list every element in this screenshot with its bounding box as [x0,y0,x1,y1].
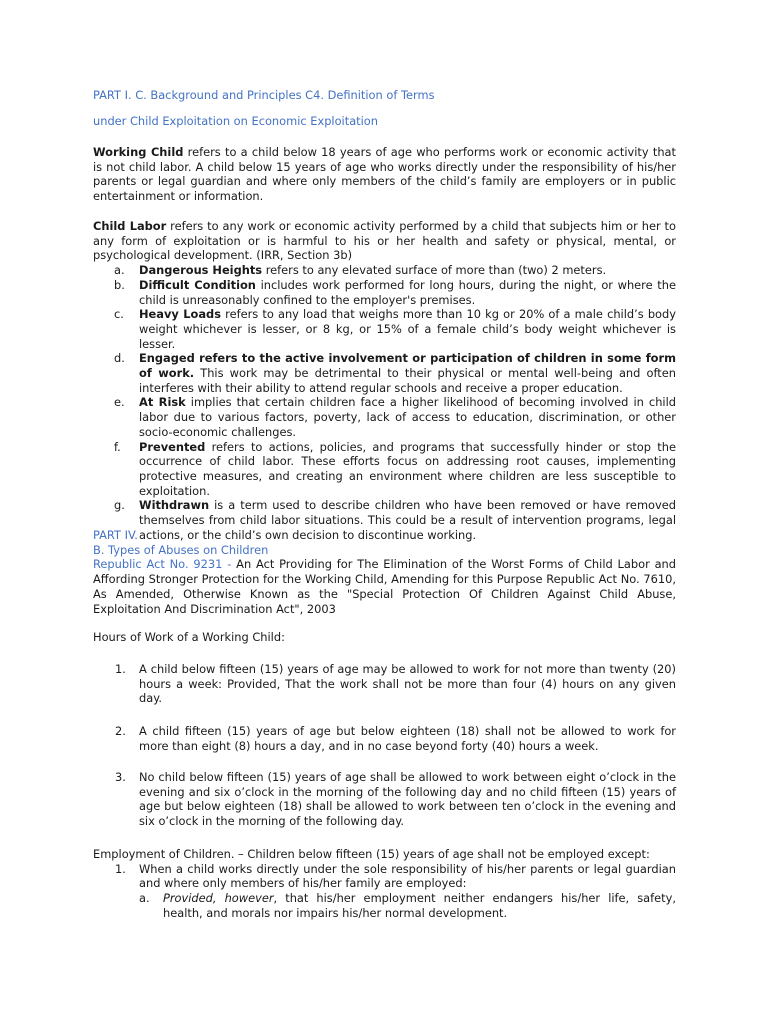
abuse-types-heading: B. Types of Abuses on Children [93,542,269,557]
list-marker: a. [114,263,125,278]
italic-phrase: Provided, however [163,891,274,906]
definition-text: refers to a child below 18 years of age who performs work or economic activity that is not child labor. A child below 15 years of age who works directly under the responsibility of his/her parents or legal guardian and where only members of the child’s family are employers or in public entertainment or information. [93,145,676,204]
list-marker: d. [114,351,125,366]
list-item [139,891,676,920]
item-text: implies that certain children face a higher likelihood of becoming involved in child labor due to various factors, poverty, lack of access to education, discrimination, or other socio-economic challenges. [139,395,676,439]
term: Prevented [139,439,206,454]
child-labor-section [93,219,676,542]
list-item [93,278,676,307]
act-description: , Amending for this Purpose Republic Act No. 7610, As Amended, Otherwise Known as the "Special Protection Of Children Against Child Abuse, Exploitation And Discrimination Act", 2003 [93,572,676,616]
section-heading: PART I. C. Background and Principles C4. Definition of Terms [93,88,435,102]
list-marker: b. [114,277,125,292]
hours-item-3 [93,770,676,829]
list-item [93,307,676,351]
list-item [93,351,676,395]
item-text: is a term used to describe children who have been removed or have removed themselves from child labor situations. This could be a result of intervention programs, legal actions, or the child’s own decision to discontinue working. [139,498,676,542]
item-text: When a child works directly under the sole responsibility of his/her parents or legal guardian and where only members of his/her family are employed: [139,861,676,891]
employment-heading [93,847,676,862]
list-item [93,395,676,439]
part-four-section [93,528,676,616]
term: Difficult Condition [139,277,256,292]
hours-item-1 [93,662,676,706]
term: Engaged refers to the active involvement or participation of children in some form of work. [139,351,676,381]
item-text: , that his/her employment neither endangers his/her life, safety, health, and morals nor impairs his/her normal development. [163,891,676,920]
term: Child Labor [93,219,167,233]
list-marker: e. [114,395,125,410]
employment-title-rest: . – Children below fifteen (15) years of age shall not be employed except: [230,847,650,861]
item-text: No child below fifteen (15) years of age shall be allowed to work between eight o’clock in the evening and six o’clock in the morning of the following day and no child fifteen (15) years of age but below eighteen (18) shall be allowed to work between ten o’clock in the evening and six o’clock in the morning of the following day. [139,770,676,829]
child-labor-terms-list [93,263,676,542]
item-text: refers to any elevated surface of more than (two) 2 meters. [262,263,607,278]
list-marker: 1. [115,861,126,876]
list-item [93,724,676,753]
term: Working Child [93,145,184,159]
republic-act-citation [93,557,676,616]
item-text: includes work performed for long hours, during the night, or where the child is unreasonably confined to the employer's premises. [139,277,676,307]
section-subheading: under Child Exploitation on Economic Exploitation [93,114,378,128]
item-text: A child below fifteen (15) years of age may be allowed to work for not more than twenty (20) hours a week: Provided, That the work shall not be more than four (4) hours on any given day. [139,662,676,706]
item-text: This work may be detrimental to their physical or mental well-being and often interferes with their ability to attend regular schools and receive a proper education. [139,366,676,395]
list-marker: f. [114,439,121,454]
list-marker: 2. [115,724,126,738]
employment-section [93,847,676,921]
term: Heavy Loads [139,307,221,322]
hours-item-2 [93,724,676,753]
list-marker: a. [139,891,150,906]
list-marker: 1. [115,662,126,676]
list-item [93,440,676,499]
list-marker: 3. [115,770,126,784]
item-text: refers to actions, policies, and programs that successfully hinder or stop the occurrence of child labor. These efforts focus on addressing root causes, implementing protective measures, and creating an environment where children are less susceptible to exploitation. [139,439,676,498]
part-four-heading: PART IV. [93,528,138,542]
list-item [93,263,676,278]
employment-list [93,862,676,921]
list-marker: c. [114,307,124,322]
definition-text: refers to any work or economic activity performed by a child that subjects him or her to any form of exploitation or is harmful to his or her health and safety or physical, mental, or psychological development. (IRR, Section 3b) [93,219,676,263]
list-item [93,862,676,921]
child-labor-definition [93,219,676,263]
list-marker: g. [114,498,125,513]
term: Withdrawn [139,498,210,513]
working-child-definition [93,145,676,204]
employment-sub-list [139,891,676,920]
act-number: Republic Act No. 9231 - [93,557,237,572]
term: Dangerous Heights [139,263,263,278]
list-item [93,662,676,706]
act-title: An Act Providing for The Elimination of the Worst Forms of Child Labor and Affording Stronger Protection for the Working Child [93,557,677,587]
list-item [93,770,676,829]
term: At Risk [139,395,186,410]
employment-title: Employment of Children [93,847,231,861]
item-text: A child fifteen (15) years of age but below eighteen (18) shall not be allowed to work for more than eight (8) hours a day, and in no case beyond forty (40) hours a week. [139,724,676,753]
hours-of-work-heading: Hours of Work of a Working Child: [93,630,285,644]
item-text: refers to any load that weighs more than 10 kg or 20% of a male child’s body weight whichever is lesser, or 8 kg, or 15% of a female child’s body weight whichever is lesser. [139,307,676,351]
